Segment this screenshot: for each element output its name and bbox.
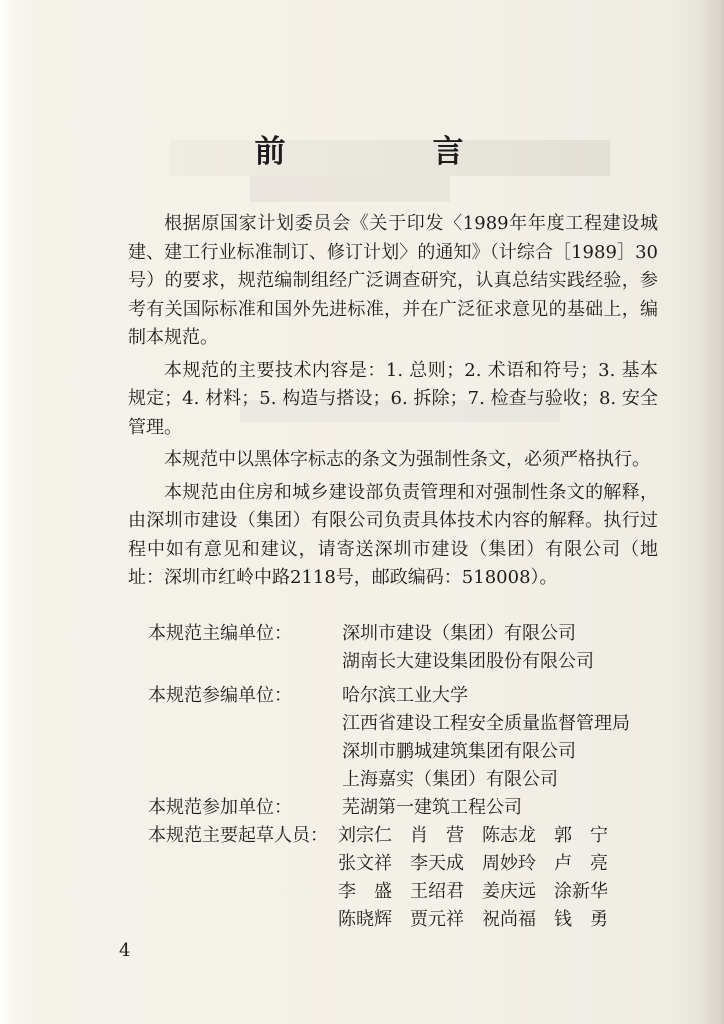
preface-paragraph: 本规范中以黑体字标志的条文为强制性条文，必须严格执行。 [164,449,650,470]
page-title: 前 言 [254,134,522,170]
drafters-names: 张文祥 李天成 周妙玲 卢 亮 [338,853,608,874]
chief-editor-unit: 深圳市建设（集团）有限公司 [342,623,576,644]
participating-unit: 深圳市鹏城建筑集团有限公司 [342,741,576,762]
chief-editor-unit: 湖南长大建设集团股份有限公司 [342,651,594,672]
chief-editor-row [148,648,668,676]
participating-unit: 上海嘉实（集团）有限公司 [342,769,558,790]
drafters-row [148,906,668,934]
show-through-block [250,176,450,202]
joining-label: 本规范参加单位： [148,797,292,818]
participating-unit: 哈尔滨工业大学 [342,685,468,706]
preface-paragraph: 本规范由住房和城乡建设部负责管理和对强制性条文的解释，由深圳市建设（集团）有限公司负责具体技术内容的解释。执行过程中如有意见和建议，请寄送深圳市建设（集团）有限公司（地址：深圳市红岭中路2118号，邮政编码：518008）。 [128,481,658,588]
joining-row [148,794,668,822]
participating-row [148,682,668,710]
page-number: 4 [119,940,131,961]
joining-unit: 芜湖第一建筑工程公司 [342,797,522,818]
drafters-row [148,822,668,850]
chief-editor-label: 本规范主编单位： [148,623,292,644]
preface-paragraph: 本规范的主要技术内容是：1. 总则；2. 术语和符号；3. 基本规定；4. 材料；5. 构造与搭设；6. 拆除；7. 检查与验收；8. 安全管理。 [128,359,658,438]
preface-paragraph: 根据原国家计划委员会《关于印发〈1989年年度工程建设城建、建工行业标准制订、修订计划〉的通知》（计综合［1989］30号）的要求，规范编制组经广泛调查研究，认真总结实践经验，参考有关国际标准和国外先进标准，并在广泛征求意见的基础上，编制本规范。 [128,213,658,348]
chief-editor-row [148,620,668,648]
preface-body [128,210,658,597]
participating-label: 本规范参编单位： [148,685,292,706]
drafters-row [148,878,668,906]
participating-row [148,710,668,738]
credits-section [148,620,668,934]
drafters-names: 李 盛 王绍君 姜庆远 涂新华 [338,881,608,902]
drafters-label: 本规范主要起草人员： [148,825,328,846]
drafters-row [148,850,668,878]
participating-unit: 江西省建设工程安全质量监督管理局 [342,713,630,734]
participating-row [148,738,668,766]
participating-row [148,766,668,794]
drafters-names: 刘宗仁 肖 营 陈志龙 郭 宁 [338,825,608,846]
drafters-names: 陈晓辉 贾元祥 祝尚福 钱 勇 [338,909,608,930]
